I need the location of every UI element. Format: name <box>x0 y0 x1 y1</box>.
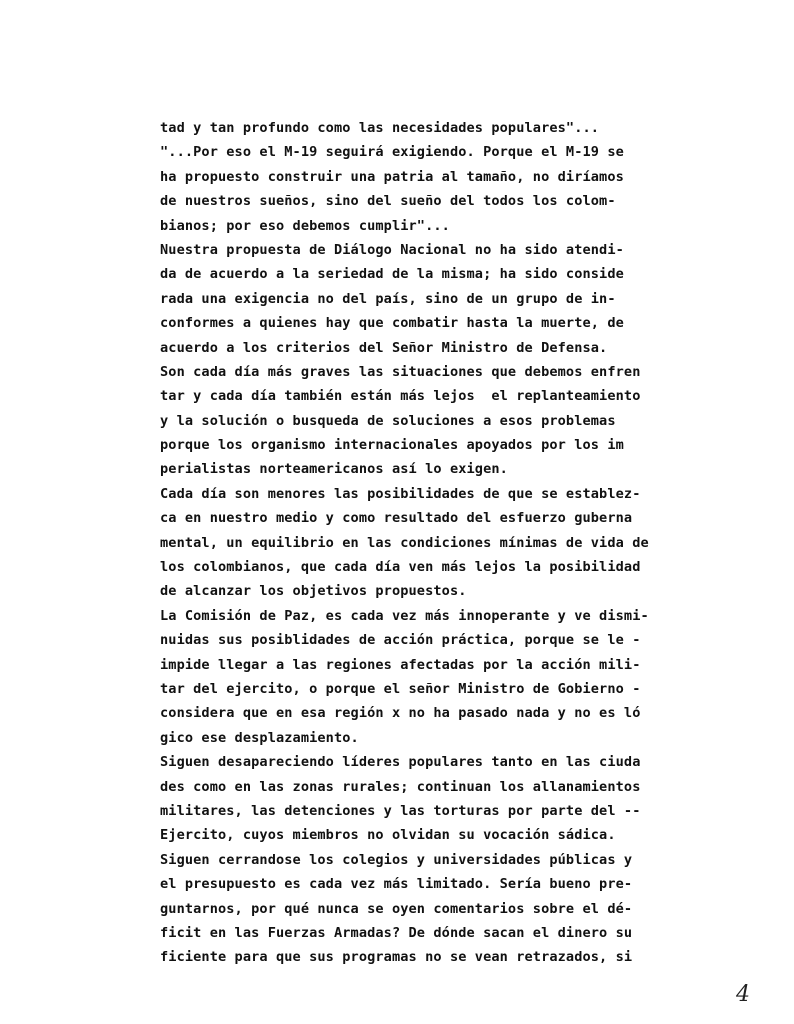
text-line: de alcanzar los objetivos propuestos. <box>160 583 467 600</box>
text-line: Siguen desapareciendo líderes populares tanto en las ciuda <box>160 754 641 771</box>
text-line: La Comisión de Paz, es cada vez más innoperante y ve dismi- <box>160 607 649 624</box>
text-line: perialistas norteamericanos así lo exigen. <box>160 461 508 478</box>
text-line: y la solución o busqueda de soluciones a esos problemas <box>160 412 616 429</box>
text-line: conformes a quienes hay que combatir hasta la muerte, de <box>160 315 624 332</box>
text-line: mental, un equilibrio en las condiciones mínimas de vida de <box>160 534 649 551</box>
text-line: guntarnos, por qué nunca se oyen comentarios sobre el dé- <box>160 900 633 917</box>
text-line: Son cada día más graves las situaciones que debemos enfren <box>160 363 641 380</box>
text-line: tar del ejercito, o porque el señor Ministro de Gobierno - <box>160 680 641 697</box>
text-line: impide llegar a las regiones afectadas por la acción mili- <box>160 656 641 673</box>
text-line: considera que en esa región x no ha pasado nada y no es ló <box>160 705 641 722</box>
text-line: gico ese desplazamiento. <box>160 729 359 746</box>
text-line: acuerdo a los criterios del Señor Ministro de Defensa. <box>160 339 608 356</box>
text-line: los colombianos, que cada día ven más lejos la posibilidad <box>160 559 641 576</box>
text-line: Siguen cerrandose los colegios y universidades públicas y <box>160 851 633 868</box>
text-line: Nuestra propuesta de Diálogo Nacional no ha sido atendi- <box>160 241 624 258</box>
text-line: Ejercito, cuyos miembros no olvidan su vocación sádica. <box>160 827 616 844</box>
text-line: ca en nuestro medio y como resultado del esfuerzo guberna <box>160 510 633 527</box>
text-line: da de acuerdo a la seriedad de la misma; ha sido conside <box>160 266 624 283</box>
text-line: ficit en las Fuerzas Armadas? De dónde sacan el dinero su <box>160 924 633 941</box>
text-line: militares, las detenciones y las torturas por parte del -- <box>160 802 641 819</box>
page-number: 4 <box>736 982 750 1007</box>
text-line: Cada día son menores las posibilidades de que se establez- <box>160 485 641 502</box>
text-line: tad y tan profundo como las necesidades populares"... <box>160 120 600 136</box>
text-line: tar y cada día también están más lejos el replanteamiento <box>160 388 641 405</box>
text-line: porque los organismo internacionales apoyados por los im <box>160 437 624 454</box>
text-line: ha propuesto construir una patria al tamaño, no diríamos <box>160 168 624 185</box>
text-line: de nuestros sueños, sino del sueño del todos los colom- <box>160 193 616 210</box>
text-line: ficiente para que sus programas no se vean retrazados, si <box>160 949 633 966</box>
text-line: des como en las zonas rurales; continuan los allanamientos <box>160 778 641 795</box>
text-line: "...Por eso el M-19 seguirá exigiendo. Porque el M-19 se <box>160 144 624 161</box>
text-line: rada una exigencia no del país, sino de un grupo de in- <box>160 290 616 307</box>
text-line: nuidas sus posiblidades de acción práctica, porque se le - <box>160 632 641 649</box>
body-text <box>160 116 740 970</box>
text-line: bianos; por eso debemos cumplir"... <box>160 217 450 234</box>
text-line: el presupuesto es cada vez más limitado. Sería bueno pre- <box>160 876 633 893</box>
